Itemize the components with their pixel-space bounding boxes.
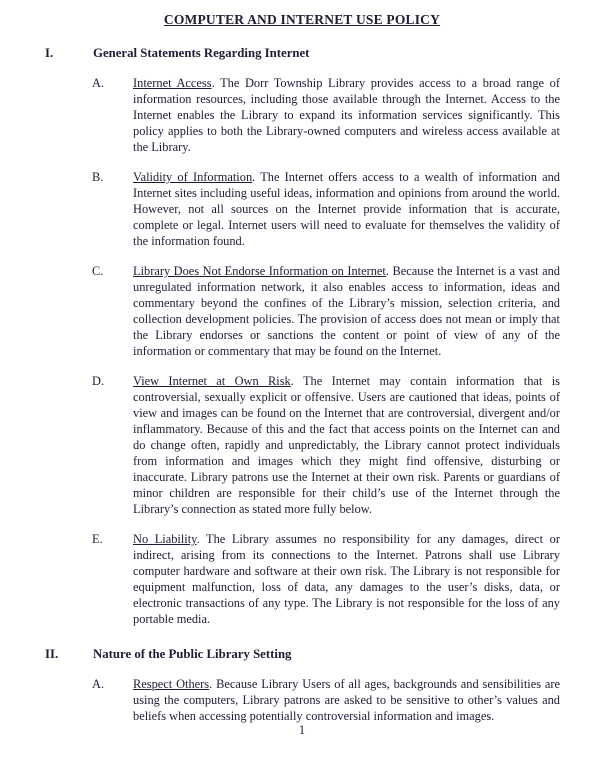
policy-item-IIA <box>92 676 560 724</box>
item-letter: A. <box>92 677 105 691</box>
item-heading-punct: . <box>211 76 221 90</box>
item-letter: A. <box>92 76 105 90</box>
item-paragraph <box>133 263 560 359</box>
item-body-text: The Library assumes no responsibility for any damages, direct or indirect, arising from its connections to the Internet. Patrons shall use Library computer hardware and software at their own risk. The Library is not responsible for equipment malfunction, loss of data, any damages to the user’s disks, data, or electronic transactions of any type. The Library is not responsible for the loss of any portable media. <box>133 532 560 626</box>
item-heading-punct: . <box>290 374 303 388</box>
item-paragraph <box>133 676 560 724</box>
section-heading-1 <box>45 45 560 61</box>
item-body-text: The Dorr Township Library provides access to a broad range of information resources, including those available through the Internet. Access to the Internet enables the Library to expand its information services significantly. This policy applies to both the Library-owned computers and wireless access available at the Library. <box>133 76 560 154</box>
policy-item-IA <box>92 75 560 155</box>
item-letter: B. <box>92 170 104 184</box>
item-paragraph <box>133 531 560 627</box>
section-title: Nature of the Public Library Setting <box>93 647 292 661</box>
item-heading-punct: . <box>209 677 217 691</box>
section-title: General Statements Regarding Internet <box>93 46 310 60</box>
section-numeral: I. <box>45 46 54 60</box>
item-body-text: Because Library Users of all ages, backgrounds and sensibilities are using the computers, Library patrons are asked to be sensitive to other’s values and beliefs when accessing potentially controversial information and images. <box>133 677 560 723</box>
policy-item-IC <box>92 263 560 359</box>
page-number: 1 <box>298 723 306 737</box>
item-letter: C. <box>92 264 104 278</box>
policy-item-IE <box>92 531 560 627</box>
item-paragraph <box>133 373 560 517</box>
item-heading: Internet Access <box>133 76 212 90</box>
item-letter: D. <box>92 374 105 388</box>
item-heading-punct: . <box>252 170 261 184</box>
section-numeral: II. <box>45 647 59 661</box>
document-title: COMPUTER AND INTERNET USE POLICY <box>163 12 441 27</box>
item-heading-punct: . <box>196 532 207 546</box>
item-body-text: The Internet offers access to a wealth of information and Internet sites including useful ideas, information and opinions from around the world. However, not all sources on the Internet provide information that is accurate, complete or legal. Internet users will need to evaluate for themselves the validity of the information found. <box>133 170 560 248</box>
item-letter: E. <box>92 532 103 546</box>
item-heading: Validity of Information <box>133 170 253 184</box>
item-paragraph <box>133 169 560 249</box>
item-heading: View Internet at Own Risk <box>133 374 291 388</box>
item-heading-punct: . <box>385 264 393 278</box>
section-heading-2 <box>45 646 560 662</box>
policy-item-ID <box>92 373 560 517</box>
item-heading: No Liability <box>133 532 197 546</box>
item-heading: Library Does Not Endorse Information on Internet <box>133 264 386 278</box>
policy-item-IB <box>92 169 560 249</box>
item-paragraph <box>133 75 560 155</box>
item-body-text: The Internet may contain information that is controversial, sexually explicit or offensive. Users are cautioned that ideas, points of view and images can be found on the Internet that are controversial, divergent and/or inflammatory. Because of this and the fact that access points on the Internet can and do change often, rapidly and unpredictably, the Library cannot protect individuals from information and images which they might find offensive, disturbing or inaccurate. Library patrons use the Internet at their own risk. Parents or guardians of minor children are responsible for their child’s use of the Internet through the Library’s connection as stated more fully below. <box>133 374 560 516</box>
item-heading: Respect Others <box>133 677 210 691</box>
item-body-text: Because the Internet is a vast and unregulated information network, it also enables access to information, ideas and commentary beyond the confines of the Library’s mission, selection criteria, and collection development policies. The provision of access does not mean or imply that the Library endorses or sanctions the content or point of view of any of the information or commentary that may be found on the Internet. <box>133 264 560 358</box>
